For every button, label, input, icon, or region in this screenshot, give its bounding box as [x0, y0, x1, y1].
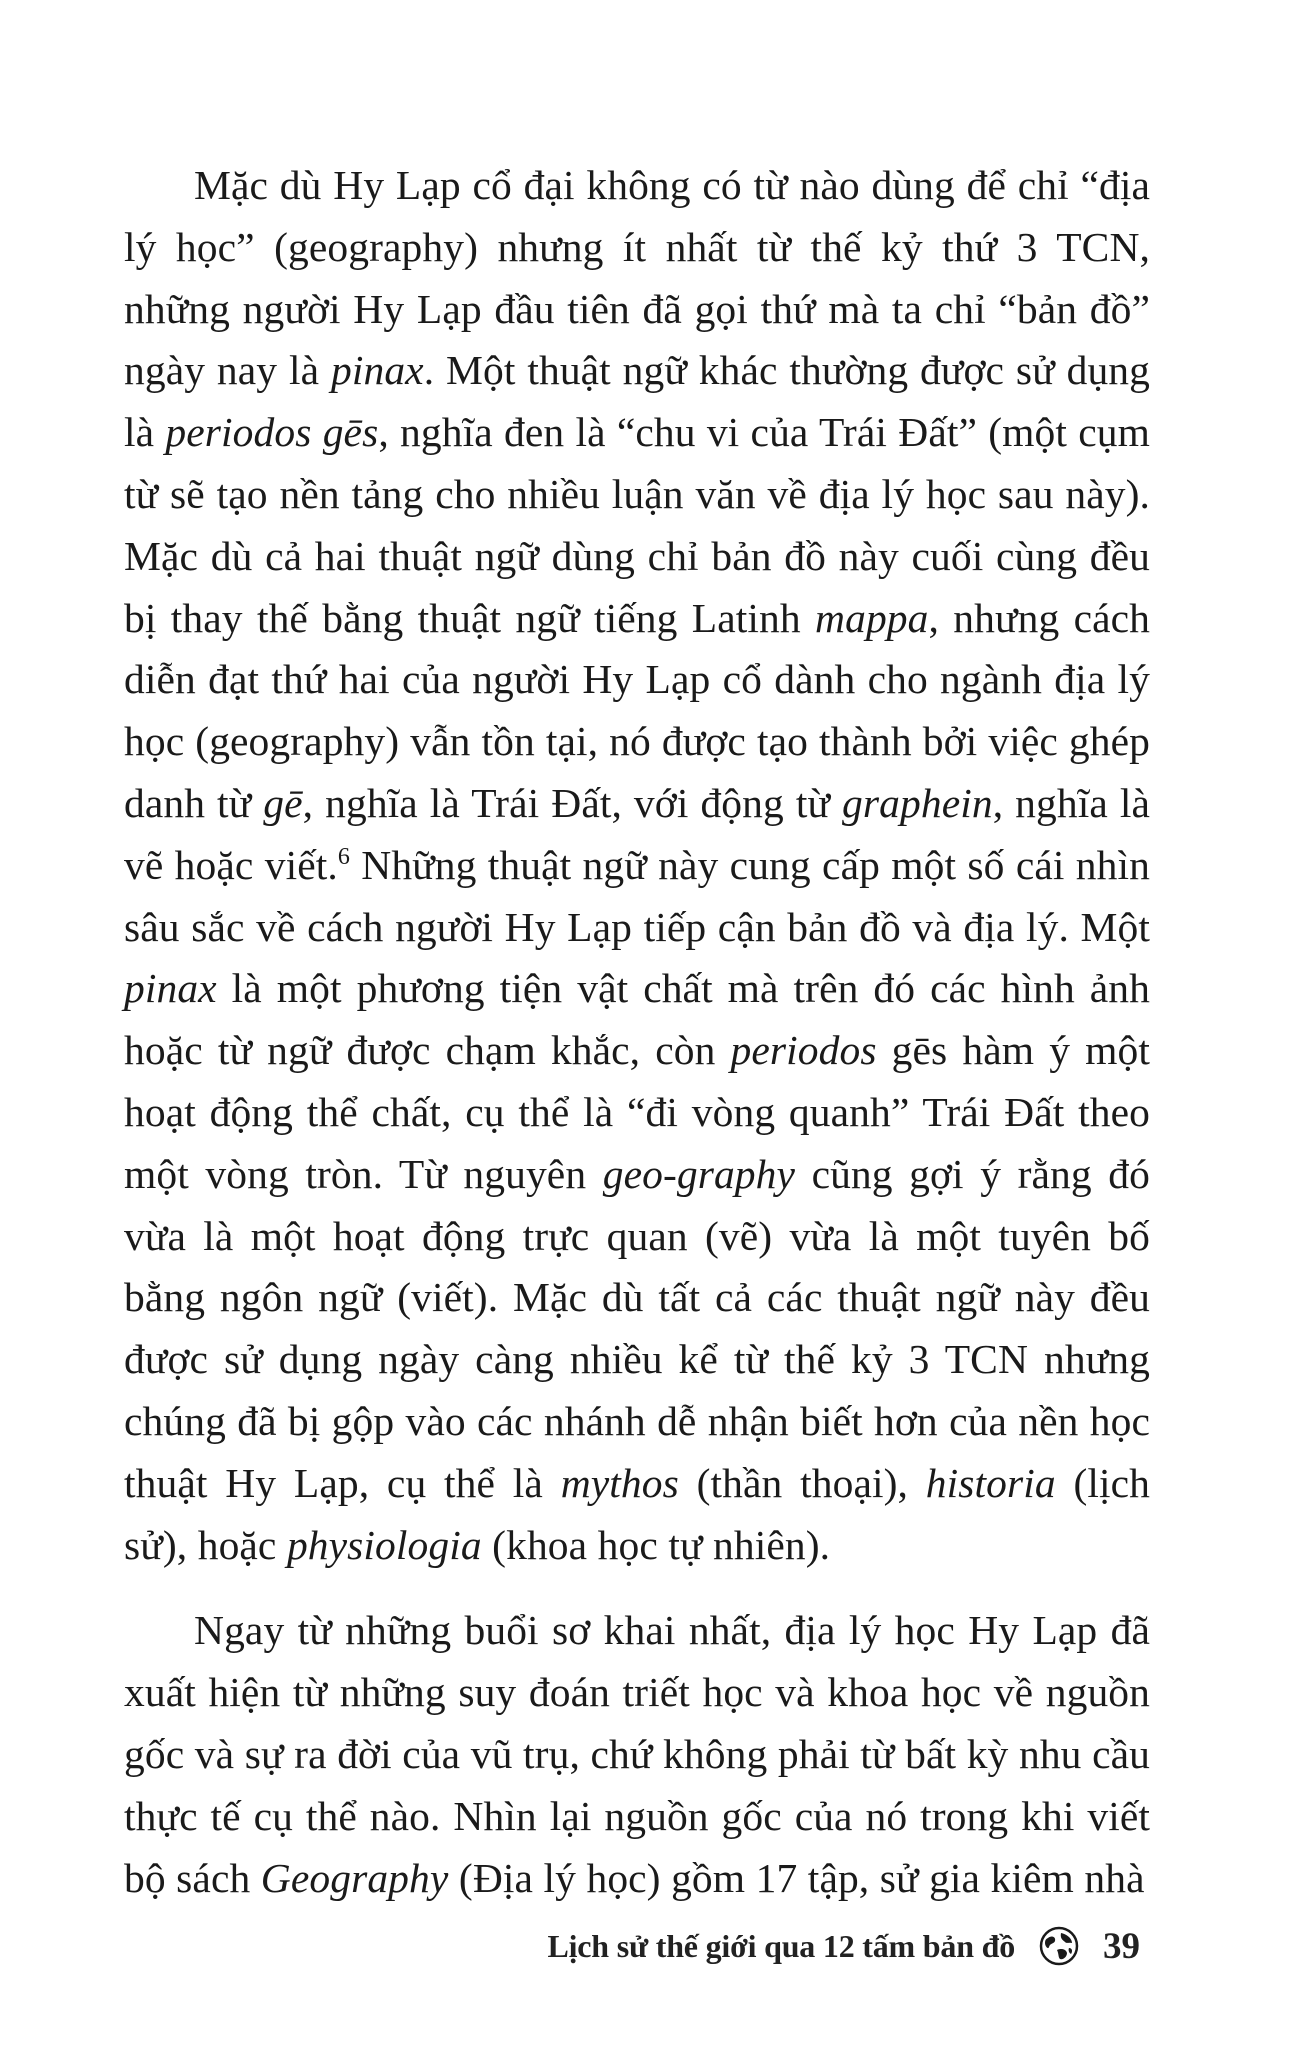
text-run: (lịch sử), hoặc [124, 1459, 1150, 1568]
page-number: 39 [1103, 1925, 1140, 1967]
italic-term: periodos [730, 1027, 877, 1074]
globe-icon [1039, 1926, 1079, 1966]
text-run: (khoa học tự nhiên). [481, 1521, 831, 1568]
text-run: . Một thuật ngữ khác thường được sử dụng là [124, 347, 1150, 456]
text-run: gēs hàm ý một hoạt động thể chất, cụ thể là “đi vòng quanh” Trái Đất theo một vòng tròn. Từ nguyên [124, 1027, 1150, 1197]
text-run: (thần thoại), [678, 1459, 926, 1506]
italic-term: graphein [842, 779, 993, 826]
body-text [124, 155, 1150, 1909]
text-run: Những thuật ngữ này cung cấp một số cái nhìn sâu sắc về cách người Hy Lạp tiếp cận bản đồ và địa lý. Một [124, 841, 1150, 950]
italic-term: historia [925, 1459, 1056, 1506]
italic-term: physiologia [286, 1521, 482, 1568]
italic-term: Geography [260, 1854, 449, 1901]
text-run: Ngay từ những buổi sơ khai nhất, địa lý học Hy Lạp đã xuất hiện từ những suy đoán triết học và khoa học về nguồn gốc và sự ra đời của vũ trụ, chứ không phải từ bất kỳ nhu cầu thực tế cụ thể nào. Nhìn lại nguồn gốc của nó trong khi viết bộ sách [124, 1607, 1150, 1901]
page-footer [547, 1916, 1140, 1976]
text-run: , nghĩa là Trái Đất, với động từ [302, 779, 843, 826]
text-run: , nghĩa đen là “chu vi của Trái Đất” (một cụm từ sẽ tạo nền tảng cho nhiều luận văn về địa lý học sau này). Mặc dù cả hai thuật ngữ dùng chỉ bản đồ này cuối cùng đều bị thay thế bằng thuật ngữ tiếng Latinh [124, 409, 1151, 641]
italic-term: pinax [124, 965, 217, 1012]
paragraph [124, 1600, 1150, 1909]
text-run: Mặc dù Hy Lạp cổ đại không có từ nào dùng để chỉ “địa lý học” (geography) nhưng ít nhất từ thế kỷ thứ 3 TCN, những người Hy Lạp đầu tiên đã gọi thứ mà ta chỉ “bản đồ” ngày nay là [124, 162, 1150, 394]
text-run: cũng gợi ý rằng đó vừa là một hoạt động trực quan (vẽ) vừa là một tuyên bố bằng ngôn ngữ (viết). Mặc dù tất cả các thuật ngữ này đều được sử dụng ngày càng nhiều kể từ thế kỷ 3 TCN nhưng chúng đã bị gộp vào các nhánh dễ nhận biết hơn của nền học thuật Hy Lạp, cụ thể là [124, 1150, 1150, 1506]
text-run: (Địa lý học) gồm 17 tập, sử gia kiêm nhà [448, 1854, 1145, 1901]
text-run: , nghĩa là vẽ hoặc viết. [124, 779, 1151, 888]
italic-term: gē [263, 779, 303, 826]
italic-term: mappa [815, 594, 929, 641]
text-run: là một phương tiện vật chất mà trên đó các hình ảnh hoặc từ ngữ được chạm khắc, còn [124, 965, 1150, 1074]
italic-term: periodos gēs [165, 409, 379, 456]
italic-term: pinax [330, 347, 424, 394]
italic-term: mythos [560, 1459, 679, 1506]
paragraph [124, 155, 1150, 1576]
text-run: , nhưng cách diễn đạt thứ hai của người Hy Lạp cổ dành cho ngành địa lý học (geography) vẫn tồn tại, nó được tạo thành bởi việc ghép danh từ [124, 594, 1151, 826]
footnote-marker: 6 [337, 843, 350, 870]
running-title: Lịch sử thế giới qua 12 tấm bản đồ [547, 1927, 1015, 1964]
italic-term: geo-graphy [602, 1150, 796, 1197]
